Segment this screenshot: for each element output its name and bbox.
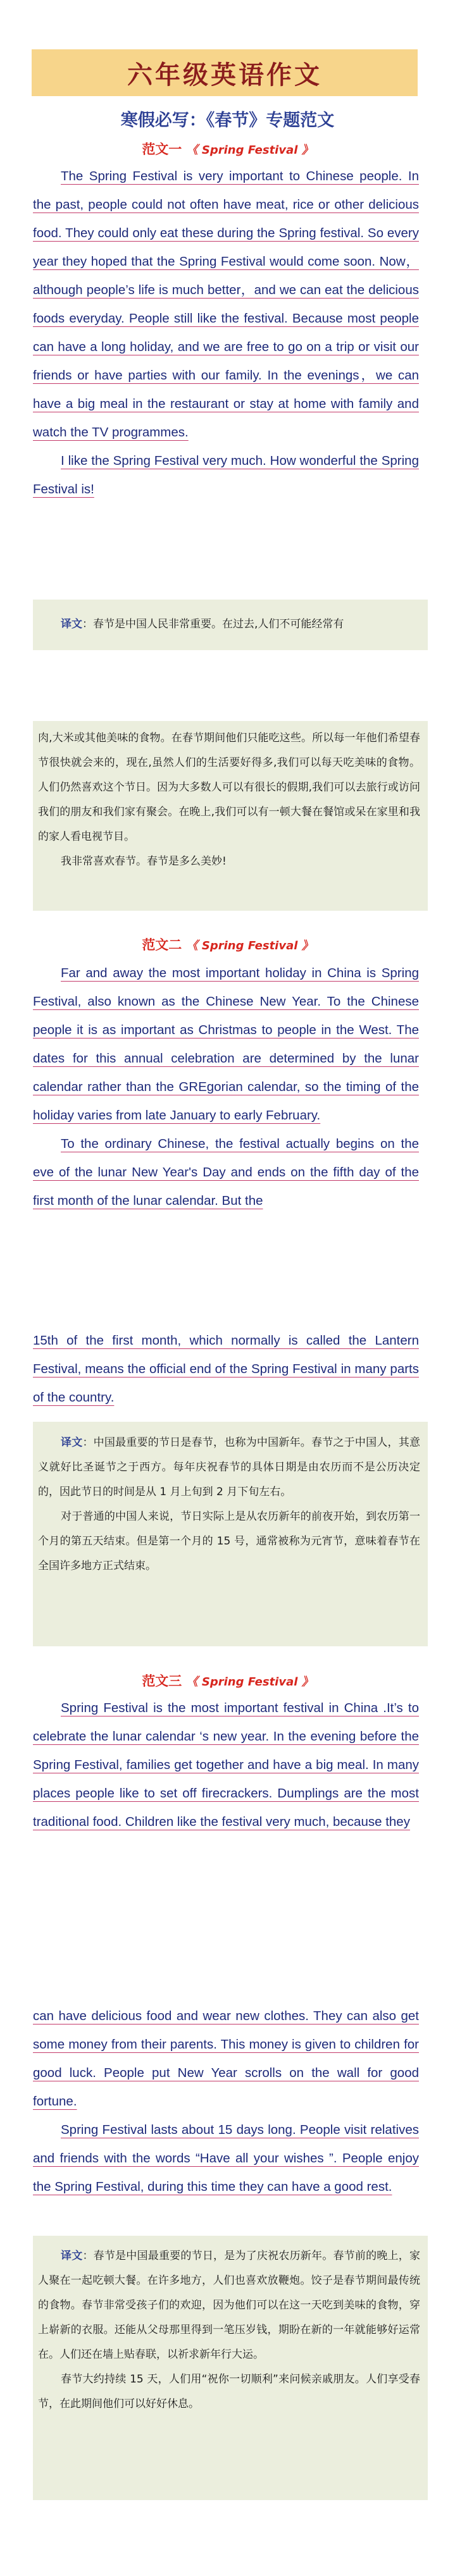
essay-1-translation-part-1: ：春节是中国人民非常重要。在过去,人们不可能经常有 xyxy=(82,618,344,631)
essay-3-heading-cn: 范文三 xyxy=(142,1673,182,1689)
essay-2-translation-label: 译文 xyxy=(61,1436,83,1449)
essay-3-paragraph-1b: can have delicious food and wear new clothes. They can also get some money from their parents. This money is given to children for good luck. People put New Year scrolls on the wall for good fortune. xyxy=(33,2009,419,2109)
essay-1-translation-part-2: 肉,大米或其他美味的食物。在春节期间他们只能吃这些。所以每一年他们希望春节很快就会来的，现在,虽然人们的生活要好得多,我们可以每天吃美味的食物。人们仍然喜欢这个节日。因为大多数人可以有很长的假期,我们可以去旅行或访问我们的朋友和我们家有聚会。在晚上,我们可以有一顿大餐在餐馆或呆在家里和我的家人看电视节目。 xyxy=(38,732,420,843)
essay-3-heading-en: 《 Spring Festival 》 xyxy=(186,1675,313,1689)
essay-2-translation-body xyxy=(38,1431,420,1579)
essay-1-heading-en: 《 Spring Festival 》 xyxy=(186,144,313,157)
essay-1-heading xyxy=(0,139,455,158)
essay-2-english-top xyxy=(33,959,419,1215)
essay-2-paragraph-1: Far and away the most important holiday in China is Spring Festival, also known as the Chinese New Year. To the Chinese people it is as important as Christmas to people in the West. The dates for this annual celebration are determined by the lunar calendar rather than the GREgorian calendar, so the timing of the holiday varies from late January to early February. xyxy=(33,966,419,1123)
essay-3-paragraph-1a: Spring Festival is the most important festival in China .It’s to celebrate the lunar calendar ‘s new year. In the evening before the Spring Festival, families get together and have a big meal. In many places people like to set off firecrackers. Dumplings are the most traditional food. Children like the festival very much, because they xyxy=(33,1701,419,1829)
essay-2-heading-cn: 范文二 xyxy=(142,937,182,952)
essay-2-translation-paragraph-1: ：中国最重要的节日是春节，也称为中国新年。春节之于中国人，其意义就好比圣诞节之于西方。每年庆祝春节的具体日期是由农历而不是公历决定的，因此节日的时间是从 1 月上旬到 2 月下旬左右。 xyxy=(38,1436,420,1498)
page-subtitle: 寒假必写：《春节》专题范文 xyxy=(120,111,335,130)
essay-3-translation-body xyxy=(38,2244,420,2417)
essay-1-english xyxy=(33,162,419,503)
essay-3-translation-label: 译文 xyxy=(61,2250,83,2262)
essay-2-paragraph-2a: To the ordinary Chinese, the festival actually begins on the eve of the lunar New Year's Day and ends on the fifth day of the first month of the lunar calendar. But the xyxy=(33,1137,419,1208)
essay-2-paragraph-2b: 15th of the first month, which normally is called the Lantern Festival, means the official end of the Spring Festival in many parts of the country. xyxy=(33,1333,419,1405)
essay-2-heading xyxy=(0,935,455,954)
essay-1-paragraph-2: I like the Spring Festival very much. How wonderful the Spring Festival is! xyxy=(33,453,419,496)
essay-2-english-bottom xyxy=(33,1326,419,1412)
essay-3-english-top xyxy=(33,1694,419,1836)
essay-3-english-bottom xyxy=(33,2002,419,2201)
essay-1-translation-line-1 xyxy=(38,612,420,637)
essay-3-paragraph-2: Spring Festival lasts about 15 days long. People visit relatives and friends with the words “Have all your wishes ”. People enjoy the Spring Festival, during this time they can have a good rest. xyxy=(33,2123,419,2194)
essay-1-paragraph-1: The Spring Festival is very important to Chinese people. In the past, people could not often have meat, rice or other delicious food. They could only eat these during the Spring festival. So every year they hoped that the Spring Festival would come soon. Now， although people’s life is much better，and we can eat the delicious foods everyday. People still like the festival. Because most people can have a long holiday, and we are free to go on a trip or visit our friends or have parties with our family. In the evenings，we can have a big meal in the restaurant or stay at home with family and watch the TV programmes. xyxy=(33,169,419,440)
essay-2-heading-en: 《 Spring Festival 》 xyxy=(186,939,313,952)
essay-3-translation-paragraph-2: 春节大约持续 15 天，人们用“祝你一切顺利”来问候亲戚朋友。人们享受春节，在此期间他们可以好好休息。 xyxy=(38,2373,420,2410)
essay-3-translation-paragraph-1: ：春节是中国最重要的节日，是为了庆祝农历新年。春节前的晚上，家人聚在一起吃顿大餐。在许多地方，人们也喜欢放鞭炮。饺子是春节期间最传统的食物。春节非常受孩子们的欢迎，因为他们可以在这一天吃到美味的食物，穿上崭新的衣服。还能从父母那里得到一笔压岁钱，期盼在新的一年就能够好运常在。人们还在墙上贴春联，以祈求新年行大运。 xyxy=(38,2250,420,2361)
essay-1-translation-label: 译文 xyxy=(61,618,82,631)
essay-1-heading-cn: 范文一 xyxy=(142,142,182,157)
essay-2-translation-paragraph-2: 对于普通的中国人来说，节日实际上是从农历新年的前夜开始，到农历第一个月的第五天结束。但是第一个月的 15 号，通常被称为元宵节，意味着春节在全国许多地方正式结束。 xyxy=(38,1510,420,1572)
essay-3-heading xyxy=(0,1671,455,1690)
essay-1-translation-paragraph-2: 我非常喜欢春节。春节是多么美妙! xyxy=(61,855,227,868)
page-title: 六年级英语作文 xyxy=(32,49,418,96)
essay-1-translation-body xyxy=(38,726,420,874)
